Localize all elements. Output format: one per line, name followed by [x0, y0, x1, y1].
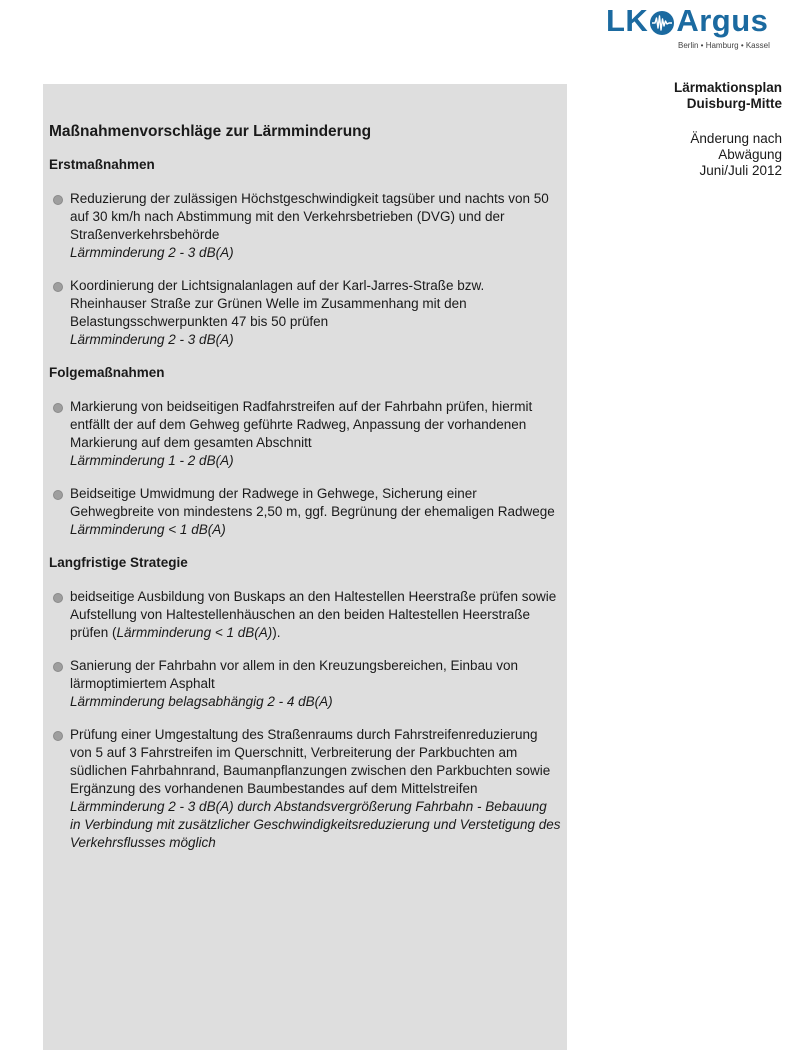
logo-text-argus: Argus — [676, 3, 769, 38]
measure-text-end: ). — [272, 625, 281, 640]
document-status — [562, 131, 782, 179]
document-status-line-1: Änderung nach — [690, 131, 782, 146]
list-item — [49, 657, 561, 711]
list-item — [49, 726, 561, 852]
bullet-icon — [53, 662, 63, 672]
measure-text: beidseitige Ausbildung von Buskaps an den Haltestellen Heerstraße prüfen sowie Aufstellung von Haltestellenhäuschen an den beiden Haltestellen Heerstraße prüfen ( — [70, 589, 557, 640]
measure-effect: Lärmminderung 1 - 2 dB(A) — [70, 453, 234, 468]
list-item — [49, 398, 561, 470]
list-item — [49, 277, 561, 349]
sound-wave-icon — [649, 10, 675, 36]
logo-locations: Berlin • Hamburg • Kassel — [678, 41, 770, 50]
measures-panel — [43, 84, 567, 1050]
measure-effect: Lärmminderung belagsabhängig 2 - 4 dB(A) — [70, 694, 333, 709]
logo-wordmark — [606, 4, 768, 38]
measure-text: Koordinierung der Lichtsignalanlagen auf der Karl-Jarres-Straße bzw. Rheinhauser Straße zur Grünen Welle im Zusammenhang mit den Belastungsschwerpunkten 47 bis 50 prüfen — [70, 278, 485, 329]
document-title-line-2: Duisburg-Mitte — [686, 96, 782, 111]
panel-title: Maßnahmenvorschläge zur Lärmminderung — [49, 123, 372, 140]
logo-text-lk: LK — [606, 3, 649, 38]
measure-text: Sanierung der Fahrbahn vor allem in den Kreuzungsbereichen, Einbau von lärmoptimiertem Asphalt — [70, 658, 519, 691]
measures-content — [49, 122, 561, 867]
company-logo — [606, 4, 784, 54]
measure-text: Prüfung einer Umgestaltung des Straßenraums durch Fahrstreifenreduzierung von 5 auf 3 Fahrstreifen im Querschnitt, Verbreiterung der Parkbuchten am südlichen Fahrbahnrand, Baumanpflanzungen zwischen den Parkbuchten sowie Ergänzung des vorhandenen Baumbestandes auf dem Mittelstreifen — [70, 727, 551, 796]
section-heading-folgemassnahmen: Folgemaßnahmen — [49, 365, 165, 380]
bullet-icon — [53, 731, 63, 741]
measure-effect: Lärmminderung 2 - 3 dB(A) — [70, 332, 234, 347]
document-title — [562, 80, 782, 112]
measure-text: Markierung von beidseitigen Radfahrstreifen auf der Fahrbahn prüfen, hiermit entfällt der auf dem Gehweg geführte Radweg, Anpassung der vorhandenen Markierung auf dem gesamten Abschnitt — [70, 399, 533, 450]
section-heading-langfristige-strategie: Langfristige Strategie — [49, 555, 188, 570]
document-status-line-3: Juni/Juli 2012 — [699, 163, 782, 178]
measure-text: Beidseitige Umwidmung der Radwege in Gehwege, Sicherung einer Gehwegbreite von mindestens 2,50 m, ggf. Begrünung der ehemaligen Radwege — [70, 486, 555, 519]
list-item — [49, 190, 561, 262]
measure-text: Reduzierung der zulässigen Höchstgeschwindigkeit tagsüber und nachts von 50 auf 30 km/h nach Abstimmung mit den Verkehrsbetrieben (DVG) und der Straßenverkehrsbehörde — [70, 191, 549, 242]
bullet-icon — [53, 490, 63, 500]
bullet-icon — [53, 593, 63, 603]
list-item — [49, 588, 561, 642]
bullet-icon — [53, 195, 63, 205]
bullet-icon — [53, 282, 63, 292]
section-heading-erstmassnahmen: Erstmaßnahmen — [49, 157, 155, 172]
measure-effect: Lärmminderung < 1 dB(A) — [116, 625, 273, 640]
document-title-line-1: Lärmaktionsplan — [673, 80, 782, 95]
measure-effect: Lärmminderung < 1 dB(A) — [70, 522, 226, 537]
document-status-line-2: Abwägung — [718, 147, 782, 162]
measure-effect: Lärmminderung 2 - 3 dB(A) — [70, 245, 234, 260]
measure-effect: Lärmminderung 2 - 3 dB(A) durch Abstandsvergrößerung Fahrbahn - Bebauung in Verbindung mit zusätzlicher Geschwindigkeitsreduzierung und Verstetigung des Verkehrsflusses möglich — [70, 799, 561, 850]
list-item — [49, 485, 561, 539]
bullet-icon — [53, 403, 63, 413]
